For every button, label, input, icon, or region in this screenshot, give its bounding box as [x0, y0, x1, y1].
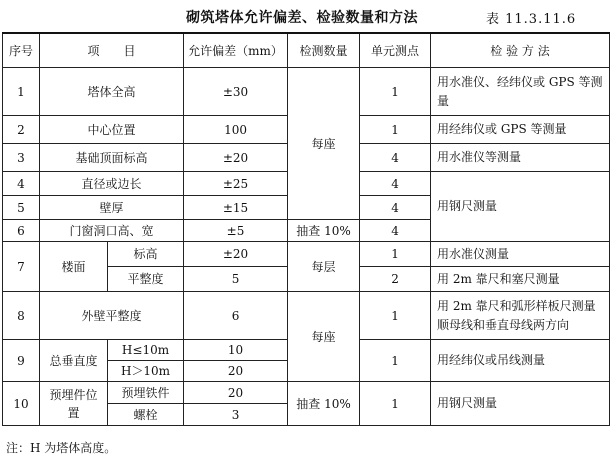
row-seq: 8	[3, 292, 40, 340]
row-tolerance: ±25	[184, 172, 288, 196]
table-number: 表 11.3.11.6	[486, 12, 577, 27]
table-row	[3, 68, 610, 116]
row-points: 4	[360, 172, 431, 196]
row-item: 壁厚	[40, 196, 184, 220]
row-method: 用经纬仪或 GPS 等测量	[431, 116, 610, 144]
table-title: 砌筑塔体允许偏差、检验数量和方法	[186, 10, 418, 26]
row-tolerance: 100	[184, 116, 288, 144]
row-seq: 3	[3, 144, 40, 172]
row-tolerance: ±20	[184, 242, 288, 267]
table-title-bar	[0, 3, 616, 29]
row-item: 预埋件位置	[40, 382, 108, 426]
row-method: 用水准仪等测量	[431, 144, 610, 172]
row-method: 用水准仪测量	[431, 242, 610, 267]
row-item: 基础顶面标高	[40, 144, 184, 172]
row-item: 外壁平整度	[40, 292, 184, 340]
row-item: 直径或边长	[40, 172, 184, 196]
row-method: 用 2m 靠尺和塞尺测量	[431, 267, 610, 292]
header-seq: 序号	[3, 33, 40, 68]
row-tolerance: 20	[184, 382, 288, 404]
header-method: 检 验 方 法	[431, 33, 610, 68]
header-row	[3, 33, 610, 68]
table-footnote: 注：H 为塔体高度。	[6, 441, 117, 455]
row-tolerance: 3	[184, 404, 288, 426]
row-quantity: 抽查 10%	[288, 220, 360, 242]
row-seq: 6	[3, 220, 40, 242]
header-tolerance: 允许偏差（mm）	[184, 33, 288, 68]
row-seq: 1	[3, 68, 40, 116]
row-method: 用钢尺测量	[431, 172, 610, 242]
row-seq: 9	[3, 340, 40, 382]
row-subitem: 平整度	[108, 267, 184, 292]
row-seq: 10	[3, 382, 40, 426]
row-points: 1	[360, 242, 431, 267]
row-tolerance: 5	[184, 267, 288, 292]
row-tolerance: ±5	[184, 220, 288, 242]
row-points: 2	[360, 267, 431, 292]
row-subitem: 螺栓	[108, 404, 184, 426]
row-tolerance: ±30	[184, 68, 288, 116]
row-method: 用经纬仪或吊线测量	[431, 340, 610, 382]
row-tolerance: 20	[184, 361, 288, 382]
row-tolerance: ±15	[184, 196, 288, 220]
row-points: 1	[360, 340, 431, 382]
row-subitem: 预埋铁件	[108, 382, 184, 404]
row-quantity: 每座	[288, 68, 360, 220]
row-quantity: 抽查 10%	[288, 382, 360, 426]
header-points: 单元测点	[360, 33, 431, 68]
row-quantity: 每层	[288, 242, 360, 292]
row-points: 1	[360, 292, 431, 340]
row-seq: 7	[3, 242, 40, 292]
row-tolerance: ±20	[184, 144, 288, 172]
table-row	[3, 242, 610, 267]
row-item: 楼面	[40, 242, 108, 292]
row-points: 1	[360, 382, 431, 426]
row-method: 用水准仪、经纬仪或 GPS 等测量	[431, 68, 610, 116]
row-subitem: H＞10m	[108, 361, 184, 382]
header-quantity: 检测数量	[288, 33, 360, 68]
row-points: 1	[360, 68, 431, 116]
row-seq: 2	[3, 116, 40, 144]
table-row	[3, 382, 610, 404]
row-tolerance: 6	[184, 292, 288, 340]
row-item: 总垂直度	[40, 340, 108, 382]
row-item: 中心位置	[40, 116, 184, 144]
row-quantity: 每座	[288, 292, 360, 382]
row-method: 用钢尺测量	[431, 382, 610, 426]
row-points: 1	[360, 116, 431, 144]
row-seq: 4	[3, 172, 40, 196]
row-points: 4	[360, 196, 431, 220]
header-item: 项 目	[40, 33, 184, 68]
row-points: 4	[360, 220, 431, 242]
row-tolerance: 10	[184, 340, 288, 361]
row-points: 4	[360, 144, 431, 172]
row-method: 用 2m 靠尺和弧形样板尺测量顺母线和垂直母线两方向	[431, 292, 610, 340]
row-item: 塔体全高	[40, 68, 184, 116]
tolerance-table	[2, 32, 610, 426]
row-subitem: 标高	[108, 242, 184, 267]
row-subitem: H≤10m	[108, 340, 184, 361]
table-row	[3, 292, 610, 340]
row-seq: 5	[3, 196, 40, 220]
row-item: 门窗洞口高、宽	[40, 220, 184, 242]
